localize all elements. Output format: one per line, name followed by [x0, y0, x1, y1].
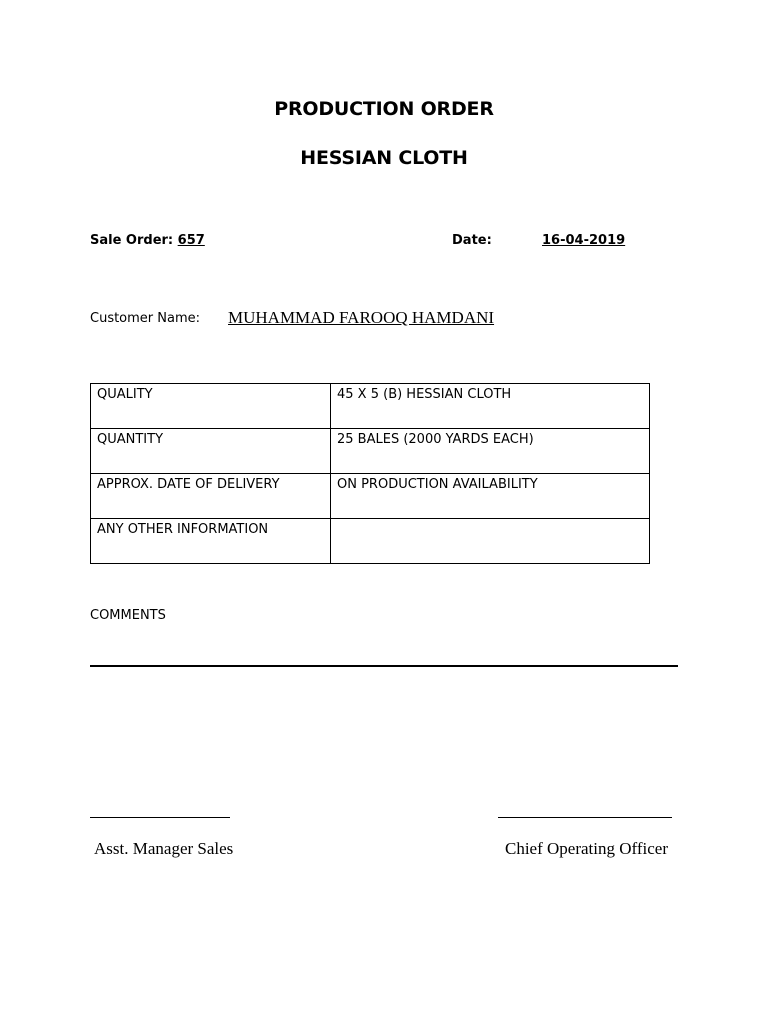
row-label: ANY OTHER INFORMATION — [91, 519, 331, 564]
customer-name-value: MUHAMMAD FAROOQ HAMDANI — [228, 308, 495, 327]
document-title: PRODUCTION ORDER — [274, 98, 494, 120]
order-details-table — [90, 383, 650, 564]
customer-name-label: Customer Name: — [90, 311, 201, 326]
row-label: APPROX. DATE OF DELIVERY — [91, 474, 331, 519]
table-row — [91, 519, 650, 564]
comments-line — [90, 665, 678, 667]
row-label: QUANTITY — [91, 429, 331, 474]
row-value: 25 BALES (2000 YARDS EACH) — [331, 429, 650, 474]
table-row — [91, 474, 650, 519]
table-row — [91, 429, 650, 474]
row-value: ON PRODUCTION AVAILABILITY — [331, 474, 650, 519]
date-value: 16-04-2019 — [542, 233, 626, 248]
sale-order-value: 657 — [177, 233, 205, 248]
signature-title-left: Asst. Manager Sales — [94, 839, 234, 858]
signature-title-right: Chief Operating Officer — [505, 839, 669, 858]
sale-order-label: Sale Order: — [90, 233, 174, 248]
row-value — [331, 519, 650, 564]
signature-line-left — [90, 817, 230, 818]
row-value: 45 X 5 (B) HESSIAN CLOTH — [331, 384, 650, 429]
comments-label: COMMENTS — [90, 608, 166, 623]
date-label: Date: — [452, 233, 492, 248]
signature-line-right — [498, 817, 672, 818]
document-subtitle: HESSIAN CLOTH — [300, 147, 468, 169]
table-row — [91, 384, 650, 429]
row-label: QUALITY — [91, 384, 331, 429]
sale-order-field — [90, 233, 205, 248]
